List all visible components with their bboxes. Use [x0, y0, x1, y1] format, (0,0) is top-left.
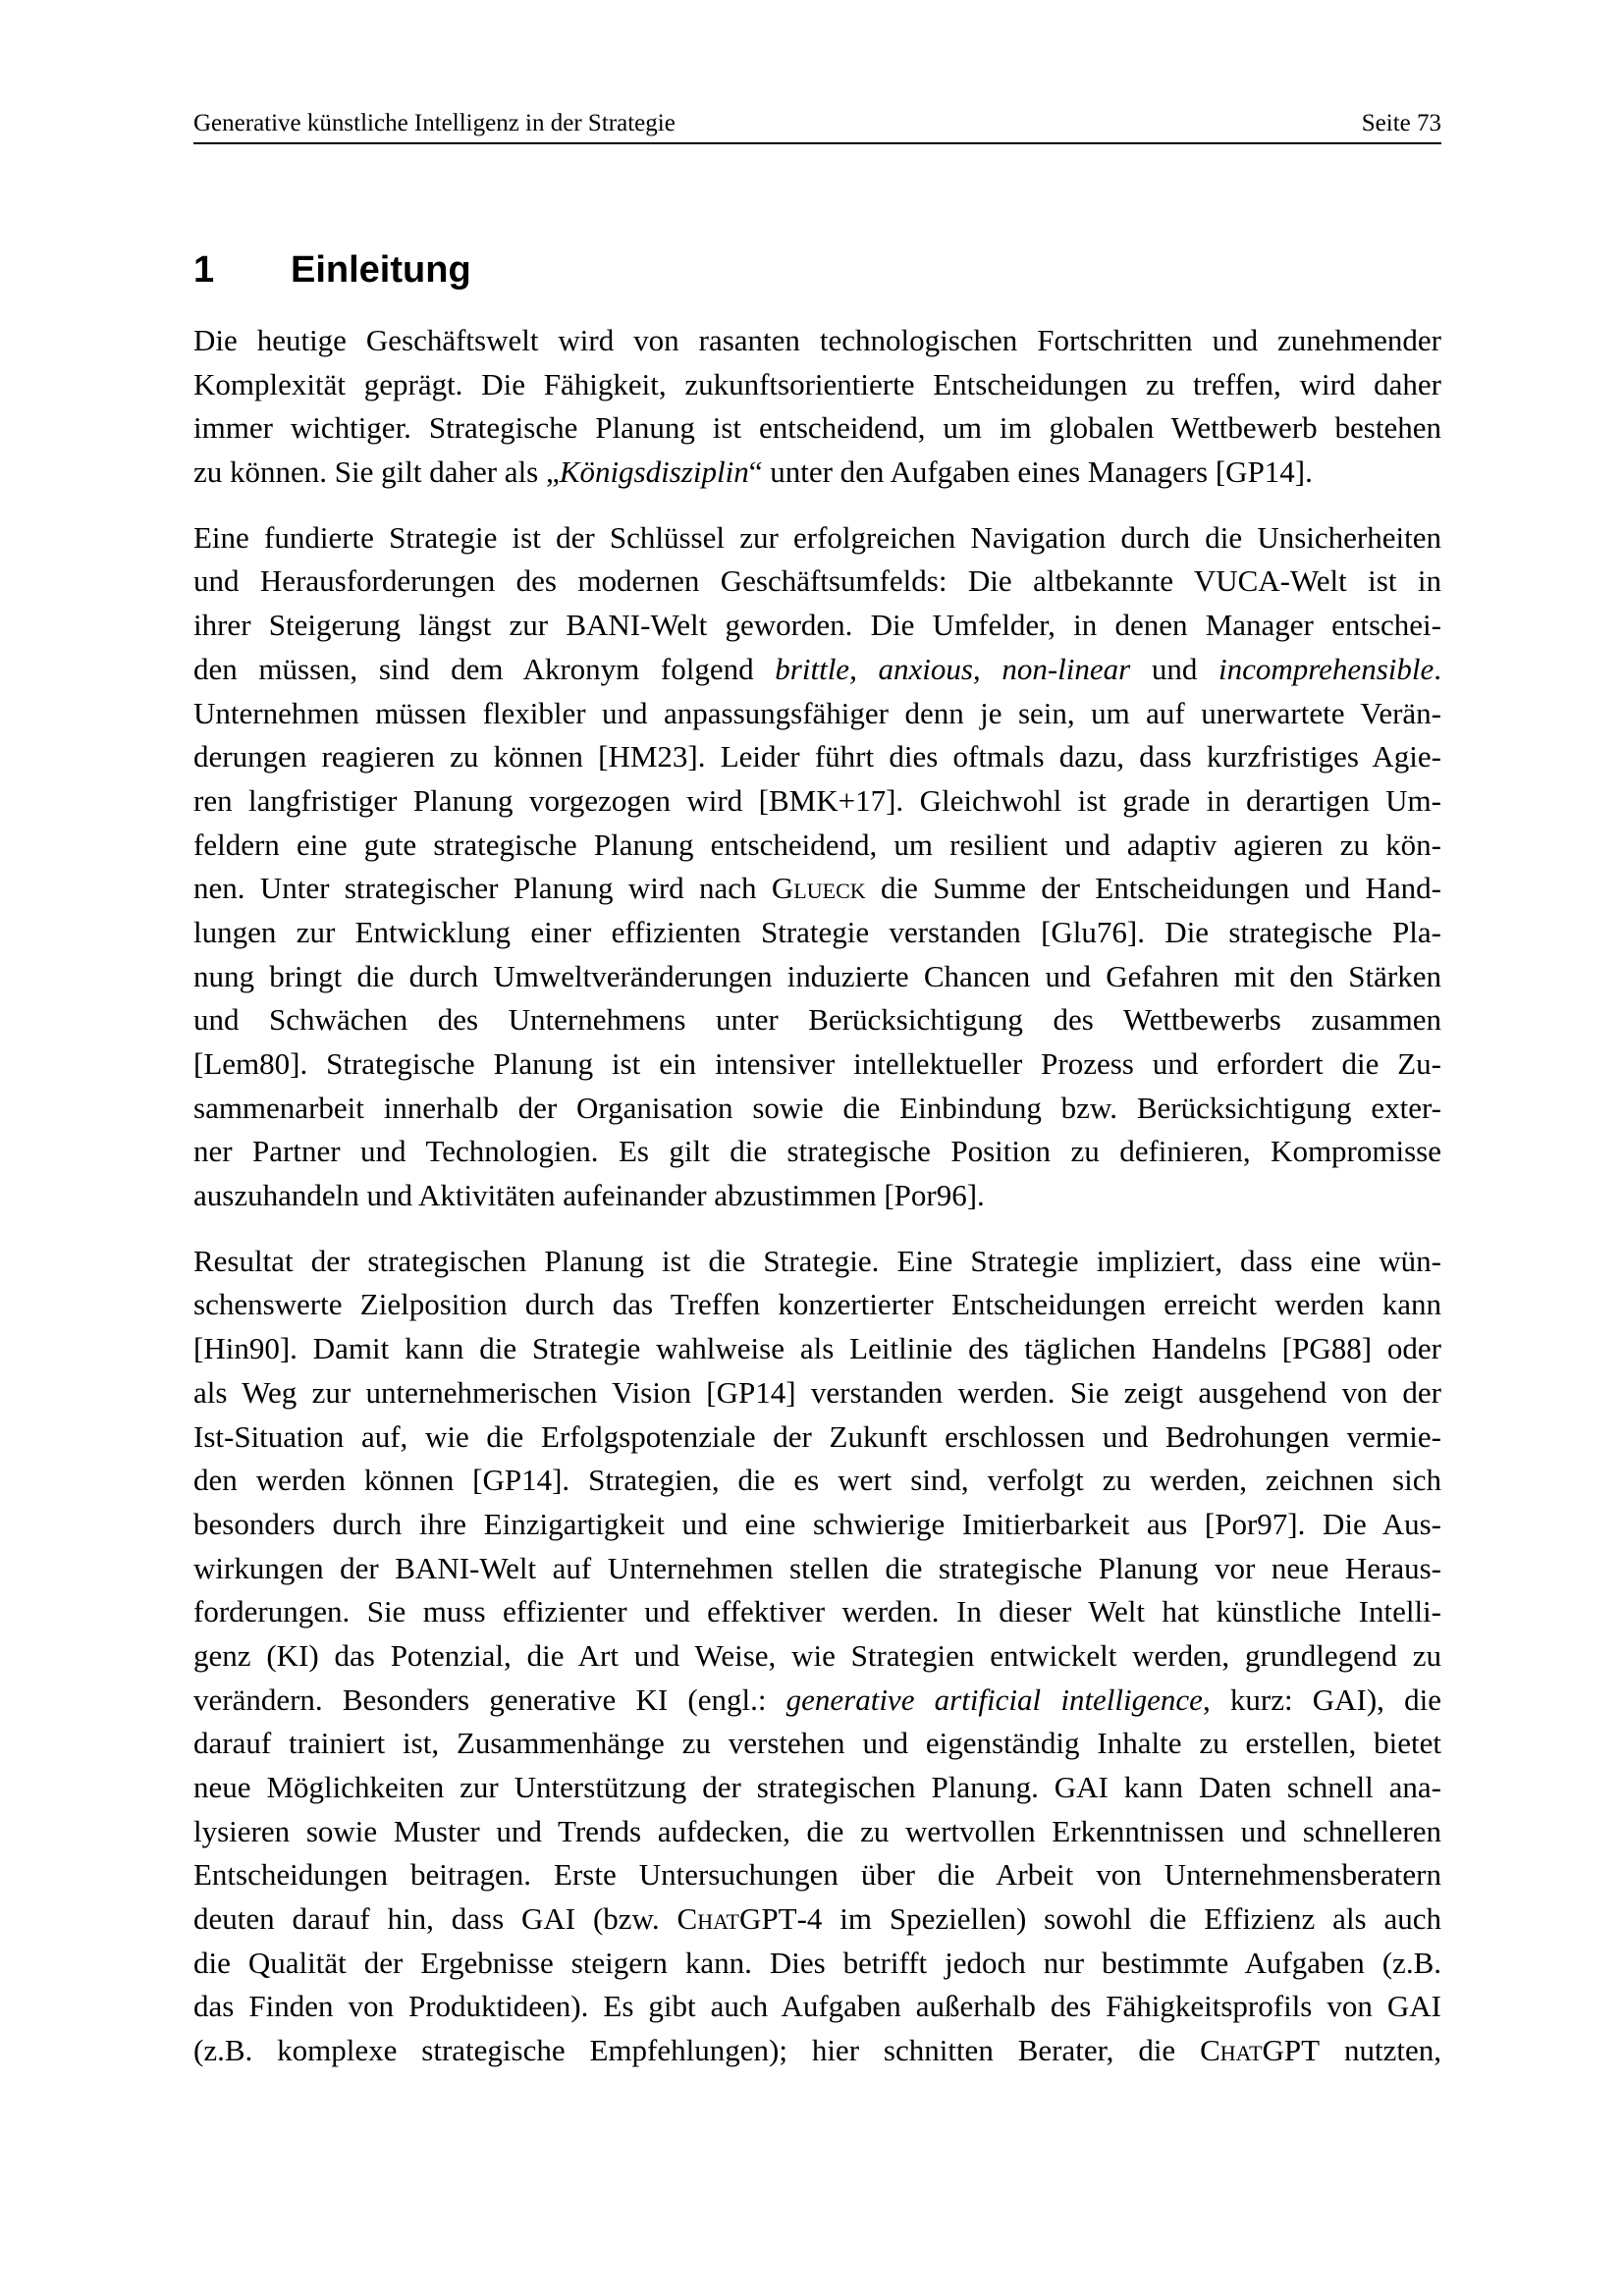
text-segment: (z.B. komplexe strategische Empfehlungen); hier schnitten Berater, die [193, 2033, 1201, 2068]
text-segment: . [1434, 651, 1441, 686]
paragraph [193, 516, 1441, 1218]
text-segment: ihrer Steigerung längst zur BANI-Welt geworden. Die Umfelder, in denen Manager entschei- [193, 608, 1441, 643]
text-line [193, 1679, 1441, 1723]
italic-text: brittle, anxious, non-linear [775, 651, 1131, 686]
text-segment: forderungen. Sie muss effizienter und effektiver werden. In dieser Welt hat künstliche Intelli- [193, 1594, 1441, 1629]
text-segment: Eine fundierte Strategie ist der Schlüssel zur erfolgreichen Navigation durch die Unsicherheiten [193, 519, 1441, 555]
small-caps-name: ChatGPT [677, 1901, 797, 1937]
text-segment: die Qualität der Ergebnisse steigern kann. Dies betrifft jedoch nur bestimmte Aufgaben (z.B. [193, 1945, 1441, 1980]
text-line [193, 2029, 1441, 2073]
text-segment: schenswerte Zielposition durch das Treffen konzertierter Entscheidungen erreicht werden kann [193, 1287, 1441, 1322]
text-segment: nen. Unter strategischer Planung wird nach [193, 871, 772, 906]
text-line [193, 1634, 1441, 1679]
text-line [193, 1283, 1441, 1327]
text-segment: Resultat der strategischen Planung ist die Strategie. Eine Strategie impliziert, dass eine wün- [193, 1243, 1441, 1278]
text-line [193, 363, 1441, 407]
small-caps-name: ChatGPT [1200, 2033, 1321, 2068]
text-line [193, 1547, 1441, 1591]
text-segment: Unternehmen müssen flexibler und anpassungsfähiger denn je sein, um auf unerwartete Verän- [193, 695, 1441, 730]
text-line [193, 955, 1441, 999]
text-segment: [Lem80]. Strategische Planung ist ein intensiver intellektueller Prozess und erfordert die Zu- [193, 1046, 1441, 1081]
text-segment: , kurz: GAI), die [1202, 1682, 1441, 1717]
text-segment: den müssen, sind dem Akronym folgend [193, 651, 776, 686]
text-line [193, 1722, 1441, 1766]
text-segment: ren langfristiger Planung vorgezogen wird [BMK+17]. Gleichwohl ist grade in derartigen Um- [193, 782, 1441, 818]
section-heading [193, 249, 471, 292]
text-segment: verändern. Besonders generative KI (engl.: [193, 1682, 786, 1717]
paragraph [193, 319, 1441, 495]
text-line [193, 1240, 1441, 1284]
text-line [193, 1174, 1441, 1218]
text-line [193, 648, 1441, 692]
italic-text: Königsdisziplin [559, 454, 749, 490]
text-line [193, 516, 1441, 561]
text-line [193, 1985, 1441, 2029]
text-line [193, 1810, 1441, 1854]
text-segment: ner Partner und Technologien. Es gilt die strategische Position zu definieren, Kompromisse [193, 1134, 1441, 1169]
text-line [193, 779, 1441, 824]
small-caps-name: Glueck [771, 871, 866, 906]
text-segment: das Finden von Produktideen). Es gibt auch Aufgaben außerhalb des Fähigkeitsprofils von GAI [193, 1989, 1441, 2024]
page-number: Seite 73 [1361, 110, 1441, 136]
text-segment: wirkungen der BANI-Welt auf Unternehmen stellen die strategische Planung vor neue Heraus- [193, 1550, 1441, 1585]
italic-text: generative artificial intelligence [785, 1682, 1203, 1717]
text-line [193, 824, 1441, 868]
text-line [193, 1897, 1441, 1942]
header-title: Generative künstliche Intelligenz in der Strategie [193, 110, 676, 136]
text-segment: lungen zur Entwicklung einer effizienten Strategie verstanden [Glu76]. Die strategische Pla- [193, 914, 1441, 949]
section-title: Einleitung [291, 249, 471, 291]
text-segment: deuten darauf hin, dass GAI (bzw. [193, 1901, 677, 1937]
text-line [193, 560, 1441, 604]
text-line [193, 998, 1441, 1042]
text-line [193, 1415, 1441, 1460]
text-segment: den werden können [GP14]. Strategien, die es wert sind, verfolgt zu werden, zeichnen sich [193, 1463, 1441, 1498]
text-line [193, 604, 1441, 648]
text-segment: sammenarbeit innerhalb der Organisation sowie die Einbindung bzw. Berücksichtigung exter- [193, 1090, 1441, 1125]
text-segment: die Summe der Entscheidungen und Hand- [865, 871, 1442, 906]
text-line [193, 911, 1441, 955]
italic-text: incomprehensible [1218, 651, 1435, 686]
text-line [193, 1042, 1441, 1087]
body-text [193, 319, 1441, 2095]
text-segment: immer wichtiger. Strategische Planung ist entscheidend, um im globalen Wettbewerb bestehen [193, 410, 1441, 446]
text-segment: darauf trainiert ist, Zusammenhänge zu verstehen und eigenständig Inhalte zu erstellen, bietet [193, 1726, 1441, 1761]
text-line [193, 735, 1441, 779]
paragraph [193, 1240, 1441, 2073]
text-line [193, 1087, 1441, 1131]
text-line [193, 1503, 1441, 1547]
text-line [193, 1459, 1441, 1503]
text-segment: Entscheidungen beitragen. Erste Untersuchungen über die Arbeit von Unternehmensberatern [193, 1857, 1441, 1893]
text-segment: Ist-Situation auf, wie die Erfolgspotenziale der Zukunft erschlossen und Bedrohungen vermie- [193, 1418, 1441, 1454]
text-line [193, 1327, 1441, 1371]
text-segment: und Schwächen des Unternehmens unter Berücksichtigung des Wettbewerbs zusammen [193, 1002, 1441, 1038]
section-number: 1 [193, 249, 215, 291]
text-segment: nung bringt die durch Umweltveränderungen induzierte Chancen und Gefahren mit den Stärken [193, 958, 1441, 993]
text-segment: nutzten, [1320, 2033, 1441, 2068]
text-segment: und [1130, 651, 1218, 686]
text-segment: als Weg zur unternehmerischen Vision [GP14] verstanden werden. Sie zeigt ausgehend von der [193, 1374, 1441, 1410]
text-segment: Komplexität geprägt. Die Fähigkeit, zukunftsorientierte Entscheidungen zu treffen, wird daher [193, 366, 1441, 401]
text-segment: besonders durch ihre Einzigartigkeit und eine schwierige Imitierbarkeit aus [Por97]. Die Aus- [193, 1506, 1441, 1541]
text-segment: lysieren sowie Muster und Trends aufdecken, die zu wertvollen Erkenntnissen und schnelleren [193, 1813, 1441, 1848]
text-segment: zu können. Sie gilt daher als „ [193, 454, 560, 490]
text-segment: genz (KI) das Potenzial, die Art und Weise, wie Strategien entwickelt werden, grundlegend zu [193, 1637, 1441, 1673]
text-line [193, 406, 1441, 451]
text-segment: auszuhandeln und Aktivitäten aufeinander abzustimmen [Por96]. [193, 1178, 985, 1213]
text-line [193, 1590, 1441, 1634]
text-line [193, 1371, 1441, 1415]
text-segment: Die heutige Geschäftswelt wird von rasanten technologischen Fortschritten und zunehmender [193, 323, 1441, 357]
text-line [193, 1853, 1441, 1897]
text-segment: feldern eine gute strategische Planung entscheidend, um resilient und adaptiv agieren zu kön- [193, 827, 1441, 862]
text-line [193, 692, 1441, 736]
text-line [193, 1130, 1441, 1174]
text-line [193, 319, 1441, 363]
text-segment: neue Möglichkeiten zur Unterstützung der strategischen Planung. GAI kann Daten schnell ana- [193, 1770, 1441, 1804]
text-line [193, 1942, 1441, 1986]
text-segment: und Herausforderungen des modernen Geschäftsumfelds: Die altbekannte VUCA-Welt ist in [193, 563, 1441, 599]
text-line [193, 451, 1441, 495]
text-segment: [Hin90]. Damit kann die Strategie wahlweise als Leitlinie des täglichen Handelns [PG88] oder [193, 1331, 1441, 1366]
text-segment: “ unter den Aufgaben eines Managers [GP14]. [748, 454, 1313, 490]
text-line [193, 1766, 1441, 1810]
text-segment: derungen reagieren zu können [HM23]. Leider führt dies oftmals dazu, dass kurzfristiges Agie- [193, 739, 1441, 774]
running-header [193, 110, 1441, 144]
text-segment: -4 im Speziellen) sowohl die Effizienz als auch [796, 1901, 1441, 1937]
text-line [193, 867, 1441, 911]
